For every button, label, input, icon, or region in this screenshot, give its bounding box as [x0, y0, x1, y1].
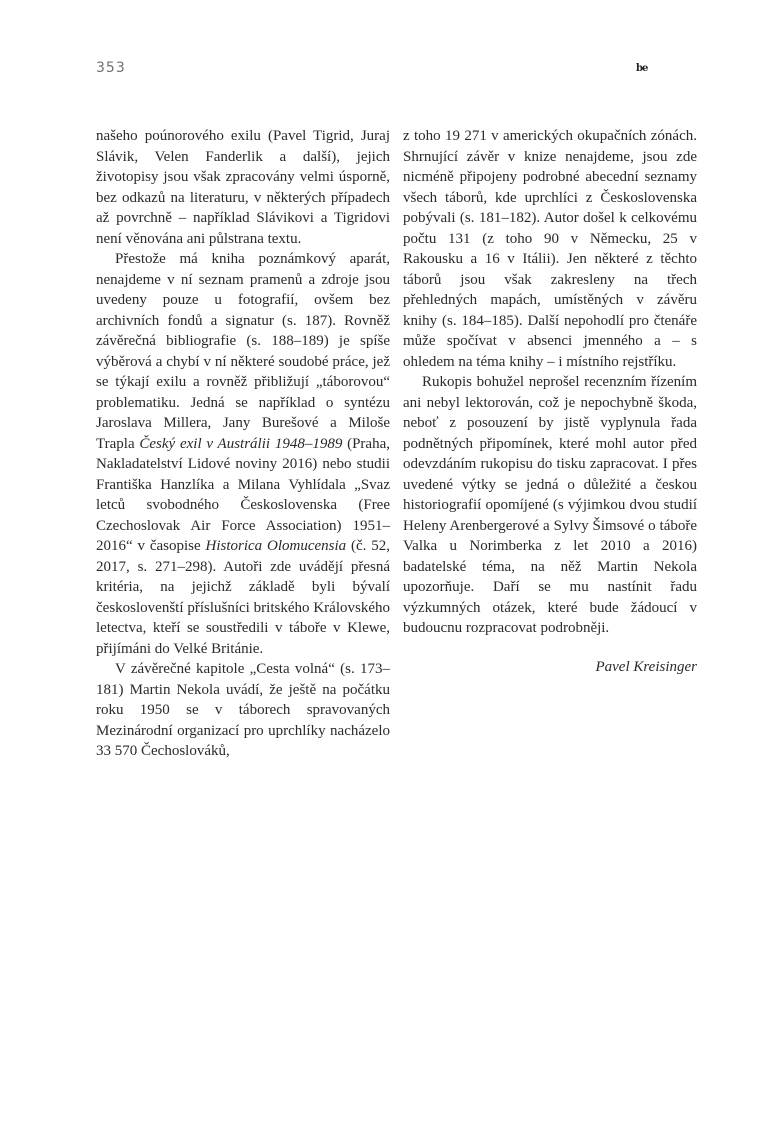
paragraph — [403, 372, 697, 639]
text-run: Rukopis bohužel neprošel recenzním řízením ani nebyl lektorován, což je nepochybně škoda, neboť z posouzení by jistě vyplynula řada podnětných připomínek, které mohl autor před odevzdáním rukopisu do tisku zapracovat. I přes uvedené výtky se jedná o důležité a českou historiografií opomíjené (s výjimkou dvou studií Heleny Arenbergerové a Sylvy Šimsové o táboře Valka u Norimberka z let 2010 a 2016) badatelské téma, na něž Martin Nekola upozorňuje. Daří se mu nastínit řadu výzkumných otázek, které bude žádoucí v budoucnu rozpracovat podrobněji. — [403, 374, 697, 636]
text-run: V závěrečné kapitole „Cesta volná“ (s. 173–181) Martin Nekola uvádí, že ještě na počátku roku 1950 se v táborech spravovaných Mezinárodní organizací pro uprchlíky nacházelo 33 570 Čechoslováků, — [96, 661, 390, 759]
text-run: z toho 19 271 v amerických okupačních zónách. Shrnující závěr v knize nenajdeme, jsou zde nicméně připojeny podrobné abecední seznamy všech táborů, kde uprchlíci z Československa pobývali (s. 181–182). Autor došel k celkovému počtu 131 (z toho 90 v Německu, 25 v Rakousku a 16 v Itálii). Jen některé z těchto táborů jsou však zakresleny na třech přehledných mapách, umístěných v závěru knihy (s. 184–185). Další nepohodlí pro čtenáře může spočívat v absenci jmenného a – s ohledem na téma knihy – i místního rejstříku. — [403, 128, 697, 370]
paragraph — [403, 126, 697, 372]
text-run: Přestože má kniha poznámkový aparát, nenajdeme v ní seznam pramenů a zdroje jsou uvedeny pouze u fotografií, ovšem bez archivních fondů a signatur (s. 187). Rovněž závěrečná bibliografie (s. 188–189) je spíše výběrová a chybí v ní některé soudobé práce, jež se týkají exilu a rovněž přibližují „táborovou“ problematiku. Jedná se například o syntézu Jaroslava Millera, Jany Burešové a Miloše Trapla — [96, 251, 390, 452]
publisher-logo: be — [636, 63, 648, 74]
text-run: našeho poúnorového exilu (Pavel Tigrid, Juraj Slávik, Velen Fanderlik a další), jejich životopisy jsou však zpracovány velmi úsporně, bez odkazů na literaturu, v některých případech až povrchně – například Slávikovi a Tigridovi není věnována ani půlstrana textu. — [96, 128, 390, 247]
left-column — [96, 126, 390, 762]
text-run: (Praha, Nakladatelství Lidové noviny 2016) nebo studii Františka Hanzlíka a Milana Vyhlídala „Svaz letců svobodného Československa (Free Czechoslovak Air Force Association) 1951–2016“ v časopise — [96, 435, 390, 554]
right-column — [403, 126, 697, 677]
text-run: (č. 52, 2017, s. 271–298). Autoři zde uvádějí přesná kritéria, na jejichž základě byli bývalí českoslovenští příslušníci britského Královského letectva, kteří se soustředili v táboře v Klewe, přijímáni do Velké Británie. — [96, 538, 391, 657]
page-number: 353 — [96, 60, 126, 76]
paragraph — [96, 126, 390, 249]
paragraph — [96, 659, 390, 762]
author-signature: Pavel Kreisinger — [595, 658, 697, 675]
journal-title: Historica Olomucensia — [205, 538, 347, 554]
book-title: Český exil v Austrálii 1948–1989 — [139, 435, 343, 452]
paragraph — [96, 249, 390, 659]
